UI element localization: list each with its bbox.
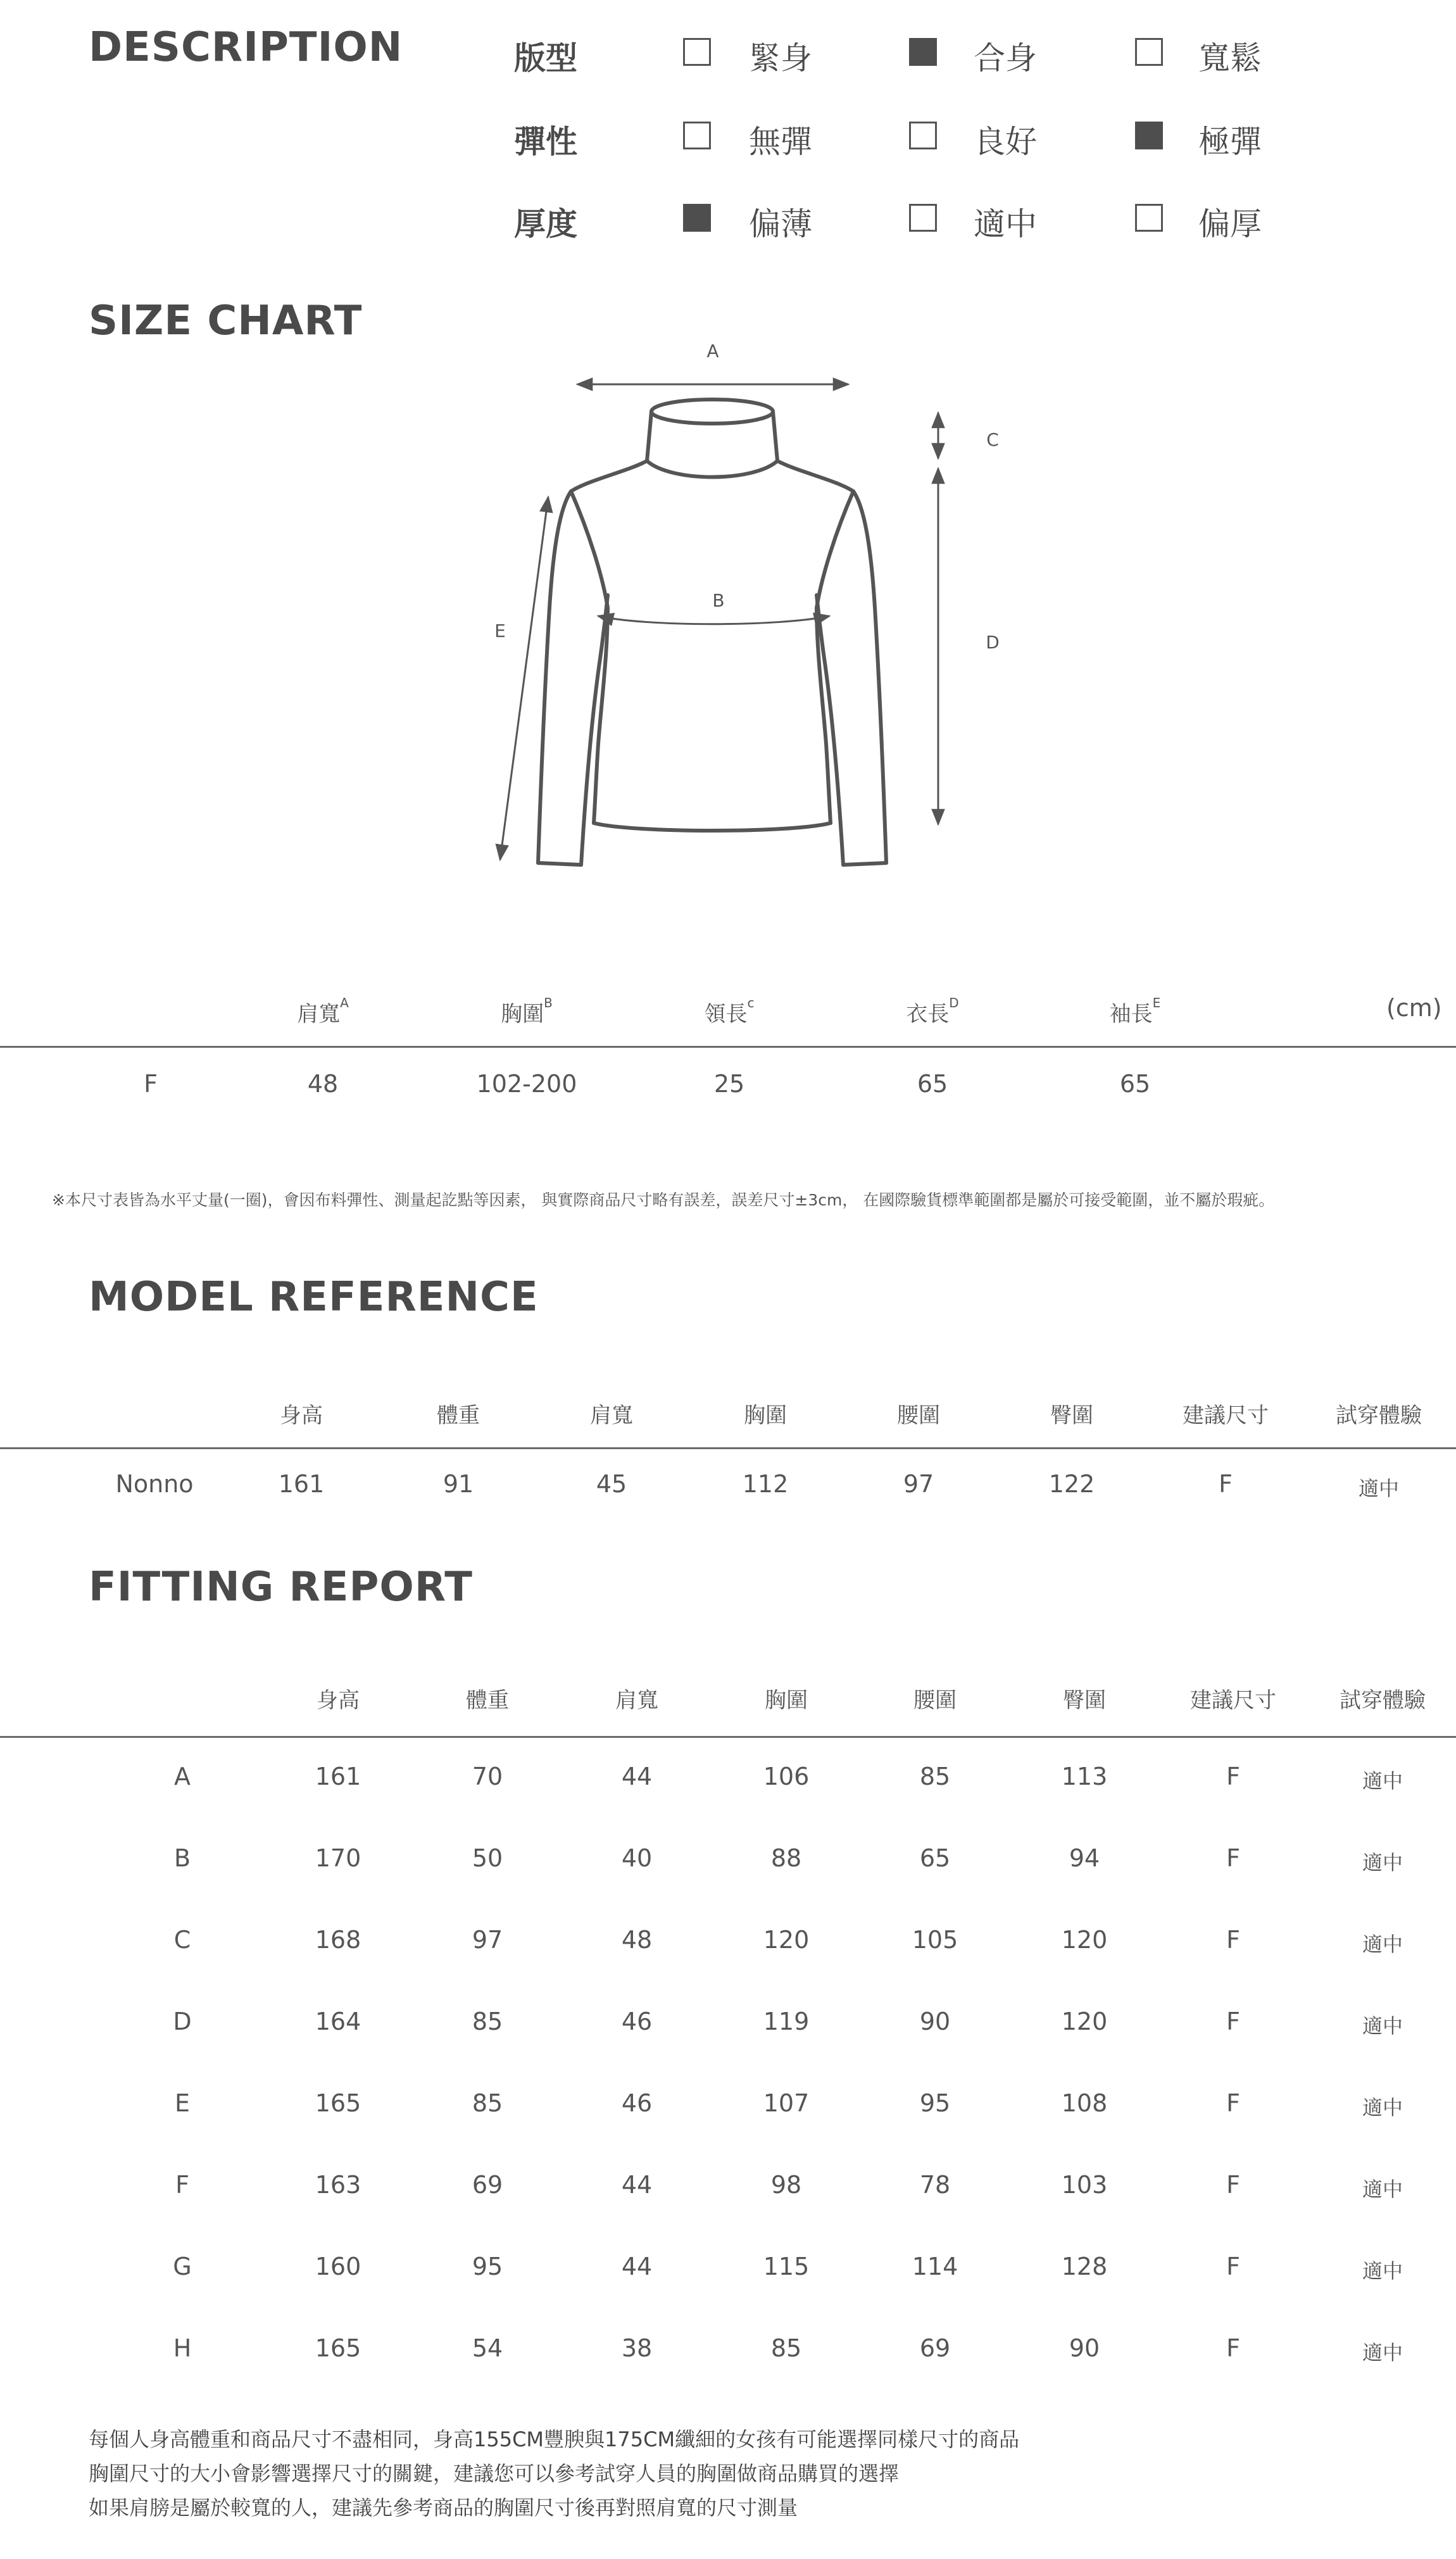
fitting-cell: 69 — [919, 2334, 951, 2362]
size-header-sleeve: 袖長$^E$ — [1109, 995, 1161, 1027]
fitting-cell: F — [1226, 2008, 1240, 2035]
fitting-cell: 94 — [1069, 1844, 1100, 1872]
fitting-cell: 120 — [763, 1926, 810, 1954]
model-header: 身高 — [280, 1403, 323, 1428]
fitting-cell: 46 — [621, 2008, 653, 2035]
fitting-cell: F — [1226, 1844, 1240, 1872]
size-chart-title: SIZE CHART — [89, 298, 363, 344]
fitting-cell: F — [1226, 1926, 1240, 1954]
option-label: 無彈 — [749, 123, 812, 160]
fitting-cell: 適中 — [1362, 2014, 1403, 2038]
fitting-report-title: FITTING REPORT — [89, 1564, 473, 1611]
fitting-cell: F — [1226, 2089, 1240, 2117]
model-reference-title: MODEL REFERENCE — [89, 1274, 539, 1321]
model-cell: 122 — [1048, 1470, 1095, 1498]
option-label: 偏厚 — [1198, 206, 1262, 242]
fitting-cell: 119 — [763, 2008, 810, 2035]
fitting-cell: 115 — [763, 2253, 810, 2280]
model-header: 腰圍 — [897, 1403, 940, 1428]
option-label: 合身 — [974, 40, 1037, 77]
turtleneck-measurement-diagram — [0, 0, 1456, 899]
fitting-cell: 165 — [315, 2334, 361, 2362]
option-label: 良好 — [974, 123, 1037, 160]
model-cell: F — [1219, 1470, 1233, 1498]
fitting-header: 臀圍 — [1063, 1688, 1106, 1713]
fitting-header: 體重 — [466, 1688, 509, 1713]
fitting-cell: 40 — [621, 1844, 653, 1872]
fitting-cell: 114 — [912, 2253, 958, 2280]
size-cell: 65 — [917, 1070, 948, 1098]
fitting-cell: 48 — [621, 1926, 653, 1954]
option-label: 寬鬆 — [1198, 40, 1262, 77]
fitting-cell: 106 — [763, 1763, 810, 1790]
fitting-header: 建議尺寸 — [1190, 1688, 1276, 1713]
fitting-cell: 85 — [472, 2089, 503, 2117]
fitting-cell: 88 — [770, 1844, 802, 1872]
size-header-length: 衣長$^D$ — [906, 995, 959, 1027]
fitting-cell: 113 — [1061, 1763, 1108, 1790]
fitting-cell: 165 — [315, 2089, 361, 2117]
fitting-cell: 160 — [315, 2253, 361, 2280]
footer-line: 每個人身高體重和商品尺寸不盡相同，身高155CM豐腴與175CM纖細的女孩有可能選擇同樣尺寸的商品 — [89, 2427, 1020, 2451]
fitting-cell: 78 — [919, 2171, 951, 2199]
fitting-row-name: B — [173, 1844, 191, 1872]
diagram-label-a: A — [706, 341, 719, 362]
model-cell: 適中 — [1358, 1476, 1400, 1500]
fitting-cell: F — [1226, 1763, 1240, 1790]
model-header: 胸圍 — [744, 1403, 787, 1428]
fitting-cell: 適中 — [1362, 1769, 1403, 1793]
diagram-label-b: B — [712, 590, 725, 611]
fitting-cell: F — [1226, 2334, 1240, 2362]
fitting-cell: 適中 — [1362, 2177, 1403, 2201]
fitting-cell: 適中 — [1362, 2341, 1403, 2365]
fitting-cell: 適中 — [1362, 1851, 1403, 1875]
diagram-label-e: E — [494, 620, 506, 641]
size-header-collar: 領長$^c$ — [704, 995, 755, 1027]
option-label: 極彈 — [1198, 123, 1262, 160]
size-cell: 25 — [713, 1070, 745, 1098]
fitting-cell: 107 — [763, 2089, 810, 2117]
divider — [0, 1736, 1456, 1738]
fitting-header: 肩寬 — [615, 1688, 658, 1713]
model-header: 體重 — [437, 1403, 480, 1428]
unit-label: (cm) — [1386, 994, 1442, 1022]
fitting-cell: 適中 — [1362, 1932, 1403, 1956]
fitting-cell: 85 — [770, 2334, 802, 2362]
description-title: DESCRIPTION — [89, 24, 403, 71]
fitting-cell: 44 — [621, 2253, 653, 2280]
diagram-label-d: D — [986, 632, 1000, 653]
attr-label-fit: 版型 — [514, 40, 577, 77]
fitting-row-name: F — [175, 2171, 189, 2199]
size-header-shoulder: 肩寬$^A$ — [297, 995, 349, 1027]
fitting-cell: 120 — [1061, 2008, 1108, 2035]
size-header-chest: 胸圍$^B$ — [501, 995, 553, 1027]
model-cell: 91 — [442, 1470, 474, 1498]
fitting-cell: 97 — [472, 1926, 503, 1954]
fitting-cell: 適中 — [1362, 2096, 1403, 2120]
model-cell: 112 — [742, 1470, 789, 1498]
model-header: 肩寬 — [590, 1403, 633, 1428]
fitting-cell: 69 — [472, 2171, 503, 2199]
fitting-cell: 90 — [919, 2008, 951, 2035]
fitting-cell: 適中 — [1362, 2259, 1403, 2283]
fitting-row-name: C — [173, 1926, 191, 1954]
fitting-cell: 44 — [621, 2171, 653, 2199]
fitting-header: 腰圍 — [913, 1688, 957, 1713]
fitting-cell: 38 — [621, 2334, 653, 2362]
option-label: 偏薄 — [749, 206, 812, 242]
fitting-cell: 54 — [472, 2334, 503, 2362]
fitting-cell: 90 — [1069, 2334, 1100, 2362]
fitting-cell: 120 — [1061, 1926, 1108, 1954]
fitting-cell: F — [1226, 2171, 1240, 2199]
fitting-cell: 163 — [315, 2171, 361, 2199]
footer-line: 胸圍尺寸的大小會影響選擇尺寸的關鍵，建議您可以參考試穿人員的胸圍做商品購買的選擇 — [89, 2462, 900, 2486]
size-row-label: F — [144, 1070, 158, 1098]
model-cell: 45 — [596, 1470, 627, 1498]
diagram-label-c: C — [986, 429, 999, 450]
fitting-cell: 46 — [621, 2089, 653, 2117]
fitting-cell: 128 — [1061, 2253, 1108, 2280]
fitting-row-name: E — [174, 2089, 191, 2117]
attr-label-stretch: 彈性 — [514, 123, 577, 160]
fitting-cell: 168 — [315, 1926, 361, 1954]
fitting-cell: 95 — [919, 2089, 951, 2117]
model-header: 試穿體驗 — [1336, 1403, 1422, 1428]
fitting-header: 身高 — [317, 1688, 360, 1713]
divider — [0, 1046, 1456, 1048]
model-header: 臀圍 — [1050, 1403, 1093, 1428]
divider — [0, 1447, 1456, 1449]
fitting-header: 胸圍 — [765, 1688, 808, 1713]
fitting-cell: 50 — [472, 1844, 503, 1872]
fitting-cell: 70 — [472, 1763, 503, 1790]
fitting-cell: F — [1226, 2253, 1240, 2280]
size-cell: 48 — [307, 1070, 339, 1098]
fitting-cell: 44 — [621, 1763, 653, 1790]
fitting-cell: 103 — [1061, 2171, 1108, 2199]
model-cell: 161 — [278, 1470, 325, 1498]
option-label: 適中 — [974, 206, 1037, 242]
attr-label-thickness: 厚度 — [514, 206, 577, 242]
fitting-cell: 65 — [919, 1844, 951, 1872]
fitting-cell: 98 — [770, 2171, 802, 2199]
fitting-cell: 170 — [315, 1844, 361, 1872]
fitting-row-name: G — [173, 2253, 192, 2280]
footer-line: 如果肩膀是屬於較寬的人，建議先參考商品的胸圍尺寸後再對照肩寬的尺寸測量 — [89, 2496, 798, 2520]
fitting-cell: 95 — [472, 2253, 503, 2280]
fitting-cell: 85 — [472, 2008, 503, 2035]
fitting-cell: 108 — [1061, 2089, 1108, 2117]
model-name: Nonno — [115, 1470, 194, 1498]
fitting-cell: 164 — [315, 2008, 361, 2035]
fitting-row-name: H — [173, 2334, 192, 2362]
fitting-cell: 161 — [315, 1763, 361, 1790]
model-cell: 97 — [903, 1470, 934, 1498]
size-cell: 65 — [1119, 1070, 1151, 1098]
model-header: 建議尺寸 — [1183, 1403, 1269, 1428]
fitting-cell: 105 — [912, 1926, 958, 1954]
option-label: 緊身 — [749, 40, 812, 77]
size-chart-note: ※本尺寸表皆為水平丈量(一圈)，會因布料彈性、測量起訖點等因素， 與實際商品尺寸略有誤差，誤差尺寸±3cm， 在國際驗貨標準範圍都是屬於可接受範圍，並不屬於瑕疵。 — [52, 1191, 1275, 1209]
size-cell: 102-200 — [476, 1070, 577, 1098]
fitting-row-name: D — [173, 2008, 192, 2035]
fitting-cell: 85 — [919, 1763, 951, 1790]
fitting-row-name: A — [174, 1763, 191, 1790]
fitting-header: 試穿體驗 — [1340, 1688, 1426, 1713]
